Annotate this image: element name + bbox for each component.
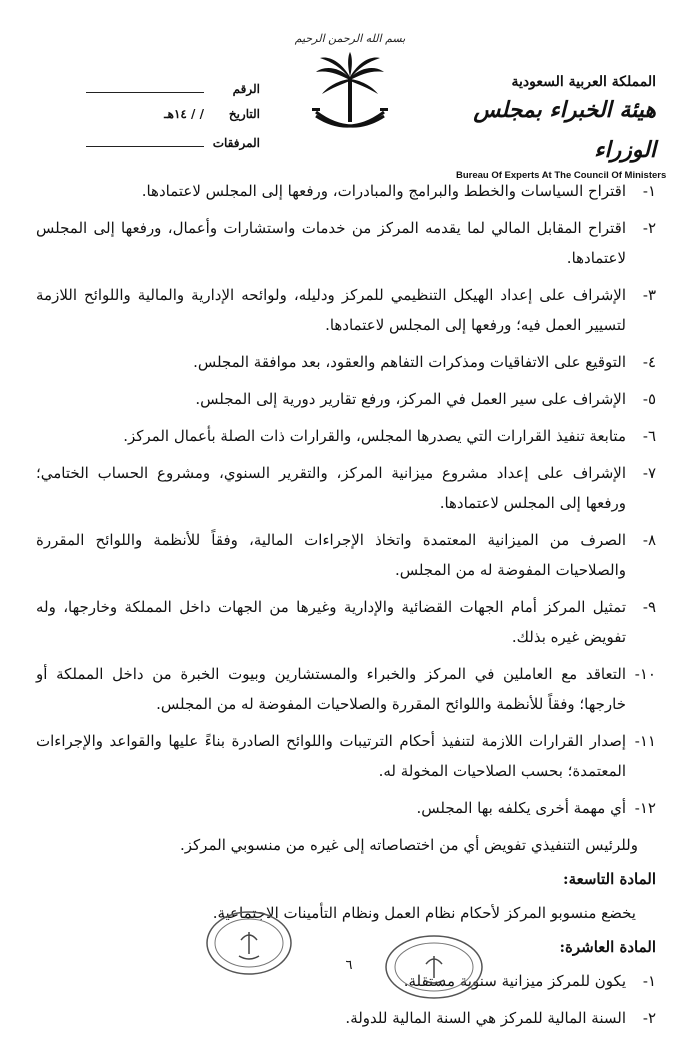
article-9-text: يخضع منسوبو المركز لأحكام نظام العمل ونظام التأمينات الاجتماعية. <box>212 904 636 922</box>
list-item <box>36 384 656 414</box>
item-number: ١٢- <box>634 799 656 817</box>
item-text: التعاقد مع العاملين في المركز والخبراء والمستشارين وبيوت الخبرة من داخل المملكة أو خارجها؛ وفقاً للأنظمة واللوائح المقررة والصلاحيات المفوضة له من المجلس. <box>36 665 626 713</box>
item-text: تمثيل المركز أمام الجهات القضائية والإدارية وغيرها من الجهات داخل المملكة وخارجها، وله تفويض غيره بذلك. <box>36 598 626 646</box>
date-template: / / ١٤هـ <box>164 107 204 121</box>
item-number: ١- <box>642 182 656 200</box>
item-number: ٥- <box>642 390 656 408</box>
list-item <box>36 213 656 273</box>
item-number: ١١- <box>634 732 656 750</box>
attachments-row <box>40 134 260 161</box>
item-number: ٦- <box>642 427 656 445</box>
basmala: بسم الله الرحمن الرحيم <box>294 32 406 45</box>
date-row <box>40 107 260 134</box>
item-text: الإشراف على سير العمل في المركز، ورفع تقارير دورية إلى المجلس. <box>195 390 626 408</box>
item-text: الإشراف على إعداد مشروع ميزانية المركز، والتقرير السنوي، ومشروع الحساب الختامي؛ ورفعها إلى المجلس لاعتمادها. <box>36 464 626 512</box>
official-seal-stamp-icon <box>384 934 484 1000</box>
list-item <box>36 1003 656 1033</box>
item-number: ٣- <box>642 286 656 304</box>
item-number: ٤- <box>642 353 656 371</box>
reference-number-line <box>86 80 204 93</box>
reference-number-row <box>40 80 260 107</box>
palm-swords-emblem-icon <box>310 50 390 140</box>
item-number: ٨- <box>642 531 656 549</box>
item-text: يكون للمركز ميزانية سنوية مستقلة. <box>403 972 626 990</box>
list-item <box>36 280 656 340</box>
item-number: ٢- <box>642 1009 656 1027</box>
document-body <box>36 176 656 1040</box>
item-number: ١- <box>642 972 656 990</box>
official-seal-stamp-icon <box>205 910 293 976</box>
list-item <box>36 525 656 585</box>
org-bureau-name: هيئة الخبراء بمجلس الوزراء <box>473 97 656 163</box>
item-text: التوقيع على الاتفاقيات ومذكرات التفاهم والعقود، بعد موافقة المجلس. <box>193 353 626 371</box>
list-item <box>36 458 656 518</box>
item-text: اقتراح المقابل المالي لما يقدمه المركز من خدمات واستشارات وأعمال، ورفعها إلى المجلس لاعتمادها. <box>36 219 626 267</box>
delegation-paragraph: وللرئيس التنفيذي تفويض أي من اختصاصاته إلى غيره من منسوبي المركز. <box>179 836 638 854</box>
list-item <box>36 347 656 377</box>
reference-block <box>40 80 260 161</box>
list-item <box>36 793 656 823</box>
item-number: ٩- <box>642 598 656 616</box>
reference-number-label: الرقم <box>232 82 260 96</box>
list-item <box>36 659 656 719</box>
item-number: ٢- <box>642 219 656 237</box>
item-number: ٧- <box>642 464 656 482</box>
item-number: ١٠- <box>634 665 656 683</box>
item-text: الصرف من الميزانية المعتمدة واتخاذ الإجراءات المالية، وفقاً للأنظمة واللوائح المقررة والصلاحيات المفوضة له من المجلس. <box>36 531 626 579</box>
attachments-line <box>86 134 204 147</box>
item-text: اقتراح السياسات والخطط والبرامج والمبادرات، ورفعها إلى المجلس لاعتمادها. <box>141 182 626 200</box>
page-number: ٦ <box>345 958 353 973</box>
org-kingdom-name: المملكة العربية السعودية <box>511 74 656 90</box>
list-item <box>36 726 656 786</box>
article-9-heading: المادة التاسعة: <box>563 870 656 888</box>
item-text: السنة المالية للمركز هي السنة المالية للدولة. <box>345 1009 626 1027</box>
item-text: الإشراف على إعداد الهيكل التنظيمي للمركز ودليله، ولوائحه الإدارية والمالية واللوائح اللازمة لتسيير العمل فيه؛ ورفعها إلى المجلس لاعتمادها. <box>36 286 626 334</box>
org-english-name: Bureau Of Experts At The Council Of Ministers <box>456 170 667 181</box>
list-item <box>36 176 656 206</box>
list-item <box>36 592 656 652</box>
list-item <box>36 421 656 451</box>
date-label: التاريخ <box>228 107 260 121</box>
article-10-heading: المادة العاشرة: <box>559 938 656 956</box>
item-text: إصدار القرارات اللازمة لتنفيذ أحكام الترتيبات واللوائح الصادرة بناءً عليها والقواعد والإجراءات المعتمدة؛ بحسب الصلاحيات المخولة له. <box>36 732 626 780</box>
item-text: متابعة تنفيذ القرارات التي يصدرها المجلس، والقرارات ذات الصلة بأعمال المركز. <box>123 427 626 445</box>
attachments-label: المرفقات <box>212 136 260 150</box>
organization-block <box>456 74 667 181</box>
item-text: أي مهمة أخرى يكلفه بها المجلس. <box>416 799 626 817</box>
